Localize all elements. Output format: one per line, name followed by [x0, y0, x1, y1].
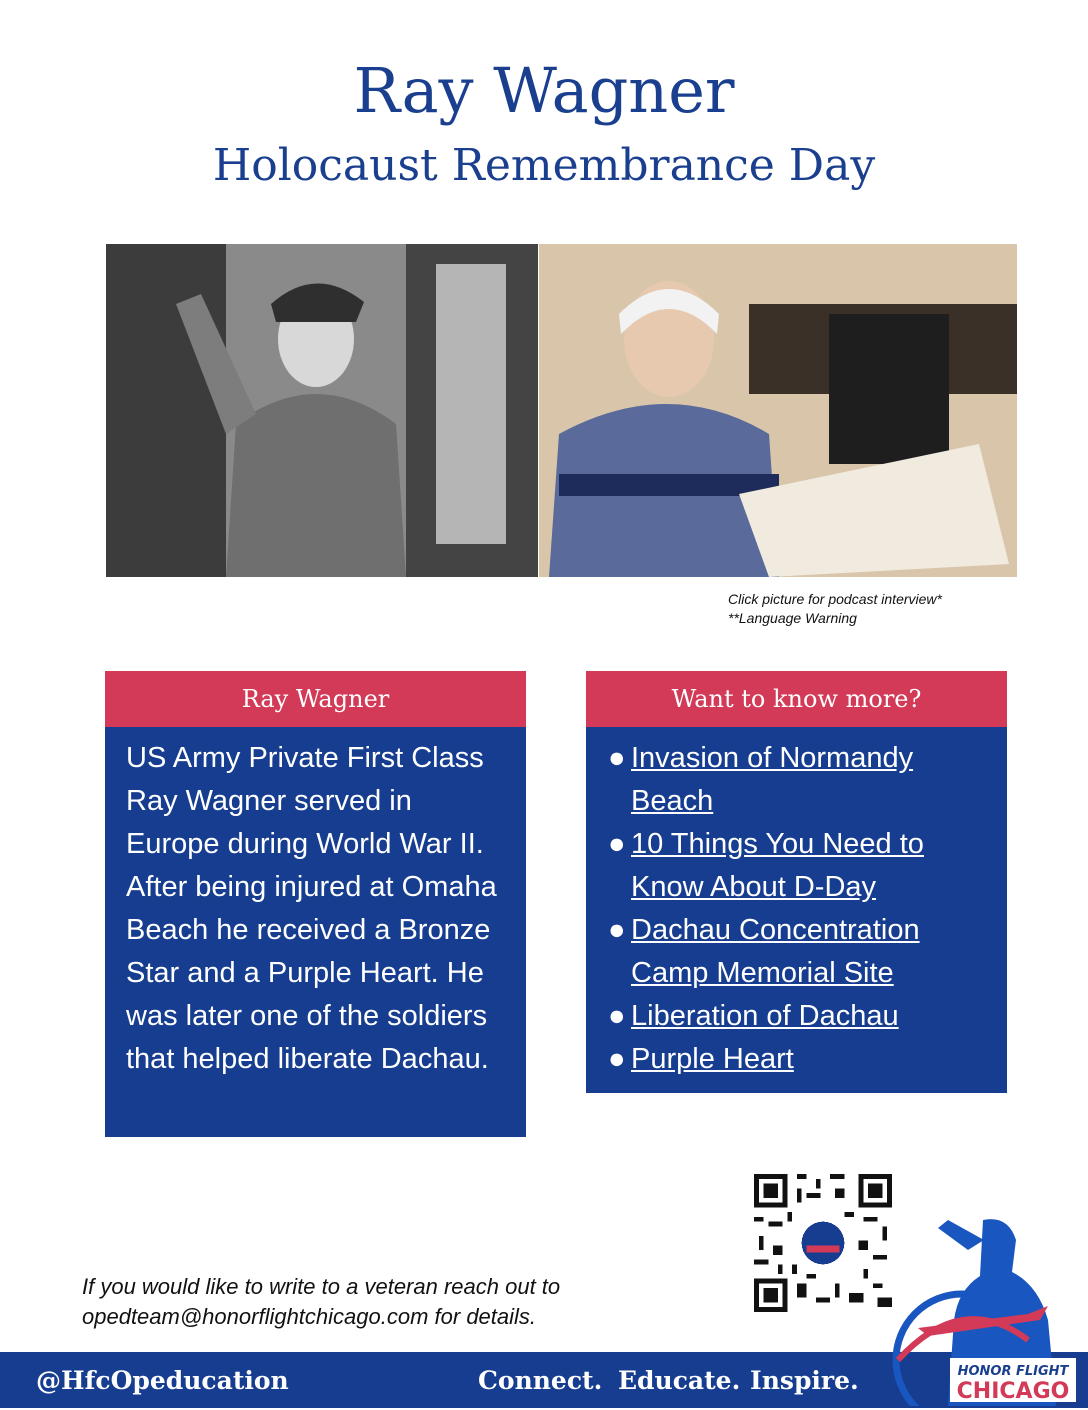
bio-box [105, 671, 526, 1137]
list-item [608, 823, 995, 909]
contact-note [82, 1272, 560, 1332]
resources-heading: Want to know more? [586, 671, 1007, 727]
tagline-connect: Connect. [478, 1366, 603, 1395]
photo-caption [728, 590, 942, 628]
social-handle[interactable]: @HfcOpeducation [36, 1366, 289, 1395]
list-item [608, 909, 995, 995]
resource-list [608, 737, 995, 1081]
bullet-icon: ● [608, 1000, 626, 1032]
logo-line-1: HONOR FLIGHT [957, 1364, 1069, 1379]
logo-graphic [888, 1210, 1078, 1406]
contact-line-1: If you would like to write to a veteran reach out to [82, 1274, 561, 1299]
list-item [608, 995, 995, 1038]
link-liberation-dachau[interactable]: Liberation of Dachau [631, 1000, 899, 1032]
caption-podcast: Click picture for podcast interview* [728, 591, 942, 607]
list-item [608, 1038, 995, 1081]
soldier-photo[interactable] [106, 244, 538, 577]
logo-line-2: CHICAGO [956, 1379, 1070, 1404]
contact-email[interactable]: opedteam@honorflightchicago.com for details. [82, 1304, 537, 1329]
resources-body [586, 727, 1007, 1093]
tagline-inspire: Inspire. [750, 1366, 859, 1395]
soldier-photo-image [106, 244, 538, 577]
bullet-icon: ● [608, 914, 626, 946]
honor-flight-chicago-logo [888, 1210, 1078, 1406]
caption-warning: **Language Warning [728, 610, 857, 626]
qr-code[interactable] [754, 1174, 892, 1312]
link-dachau-memorial[interactable]: Dachau Concentration Camp Memorial Site [631, 914, 920, 989]
bullet-icon: ● [608, 828, 626, 860]
page-subtitle: Holocaust Remembrance Day [212, 140, 876, 191]
bio-text: US Army Private First Class Ray Wagner served in Europe during World War II. After being injured at Omaha Beach he received a Bronze Star and a Purple Heart. He was later one of the soldiers that helped liberate Dachau. [105, 727, 526, 1137]
qr-code-icon [754, 1174, 892, 1312]
bullet-icon: ● [608, 1043, 626, 1075]
bullet-icon: ● [608, 742, 626, 774]
salute-arm-icon [938, 1220, 984, 1250]
veteran-photo-image [539, 244, 1017, 577]
link-normandy-invasion[interactable]: Invasion of Normandy Beach [631, 742, 914, 817]
tagline-educate: Educate. [618, 1366, 741, 1395]
veteran-photo[interactable] [539, 244, 1017, 577]
bio-heading: Ray Wagner [105, 671, 526, 727]
page-title: Ray Wagner [353, 54, 735, 127]
list-item [608, 737, 995, 823]
link-d-day-facts[interactable]: 10 Things You Need to Know About D-Day [631, 828, 924, 903]
resources-box [586, 671, 1007, 1093]
link-purple-heart[interactable]: Purple Heart [631, 1043, 794, 1075]
